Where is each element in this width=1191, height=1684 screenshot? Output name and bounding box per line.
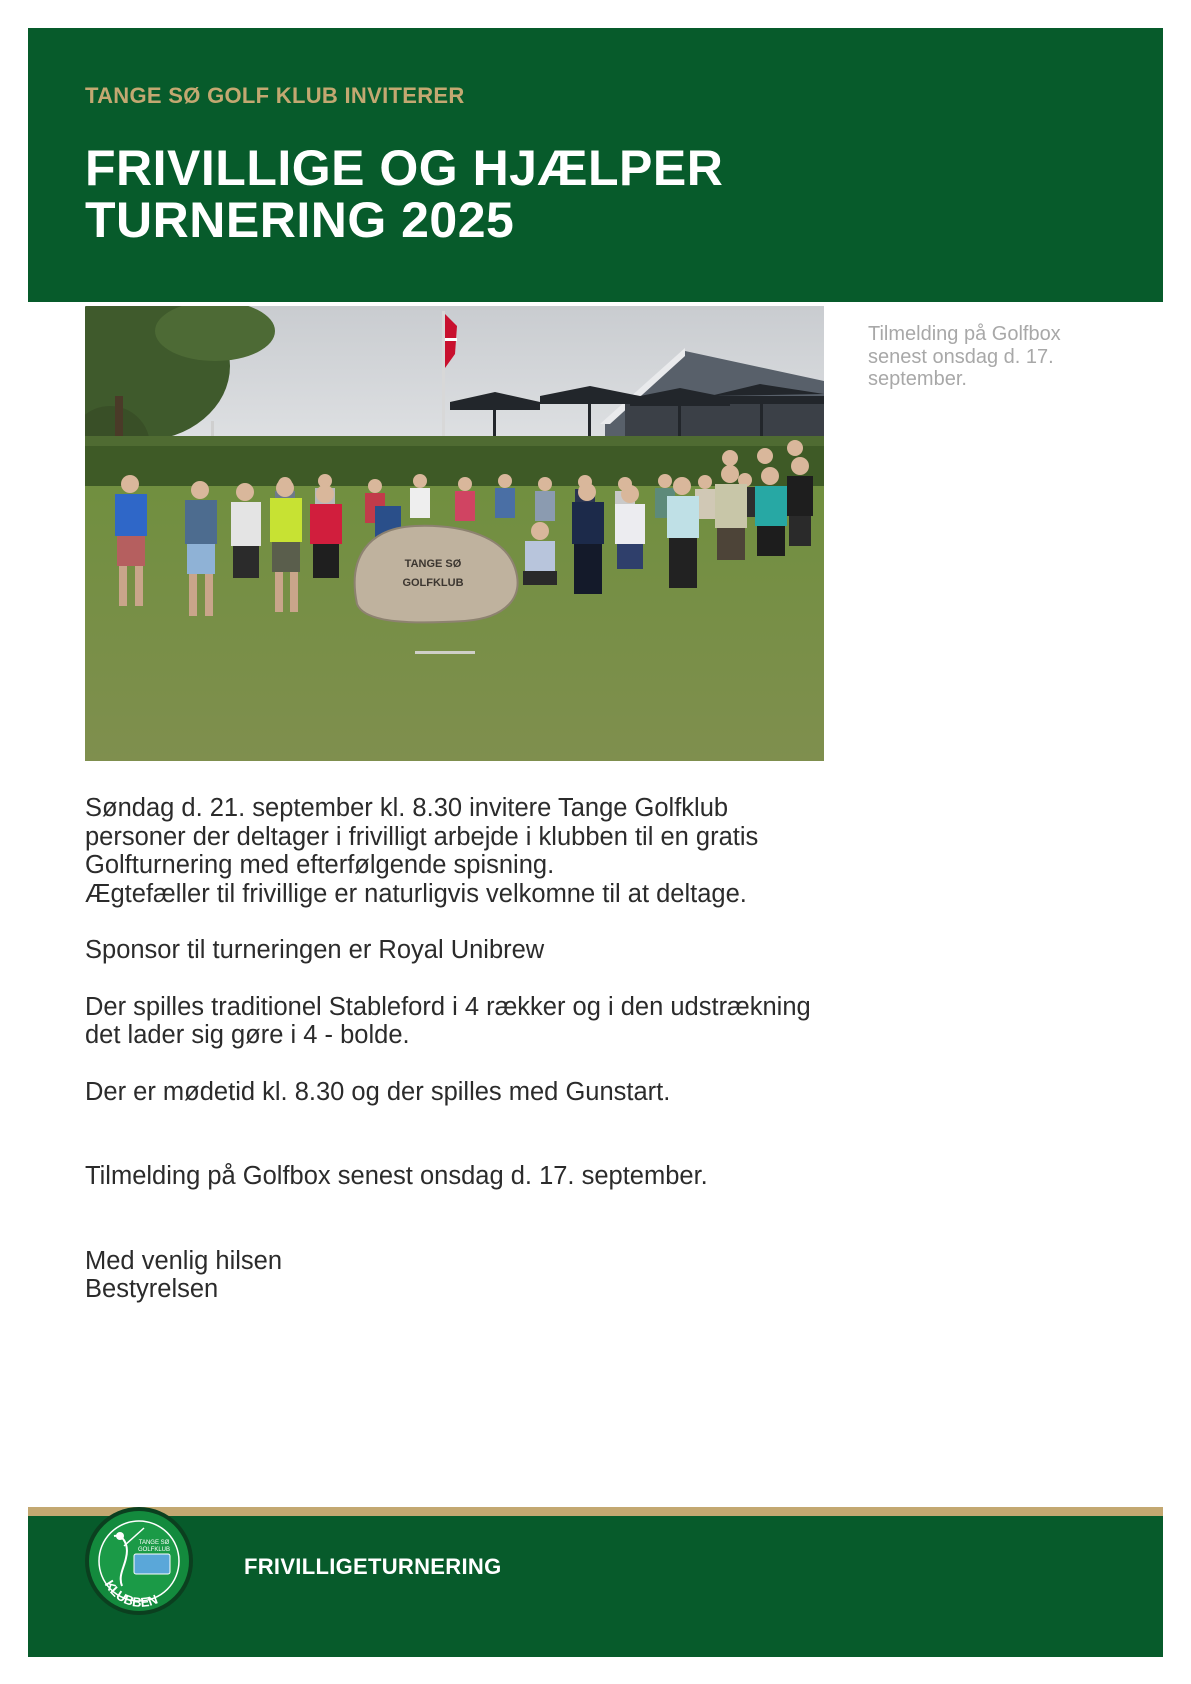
intro-line-4: Ægtefæller til frivillige er naturligvis velkomne til at deltage. [85,879,747,908]
footer-banner [28,1516,1163,1657]
intro-paragraph [85,794,845,908]
footer-label: FRIVILLIGETURNERING [244,1554,502,1579]
closing [85,1247,845,1304]
header-banner [28,28,1163,302]
intro-line-3: Golfturnering med efterfølgende spisning. [85,851,555,879]
group-photo [85,306,824,761]
logo-text-mid: GOLFKLUB [137,1547,171,1553]
hedge [85,441,824,486]
greeting: Med venlig hilsen [85,1246,283,1275]
invitation-body [85,794,845,1304]
title-line-1: FRIVILLIGE OG HJÆLPER [85,140,724,196]
side-note-line-1: Tilmelding på Golfbox [868,323,1061,345]
sponsor-paragraph: Sponsor til turneringen er Royal Unibrew [85,936,545,964]
hedge-top [85,436,824,446]
ground-marker [415,651,475,654]
signature: Bestyrelsen [85,1275,219,1303]
format-line-1: Der spilles traditionel Stableford i 4 rækker og i den udstrækning [85,992,811,1021]
logo-text-top: TANGE SØ [138,1540,170,1546]
group-photo-illustration [85,306,824,761]
page-title [85,142,723,246]
logo-text-arc: KLUBBEN [101,1577,160,1611]
stone-text-2: GOLFKLUB [402,577,464,589]
format-paragraph [85,993,845,1050]
signup-paragraph: Tilmelding på Golfbox senest onsdag d. 17. september. [85,1162,708,1190]
side-note-line-2: senest onsdag d. 17. [868,345,1054,368]
header-kicker: TANGE SØ GOLF KLUB INVITERER [85,83,465,108]
side-note [868,323,1098,391]
stone-text-1: TANGE SØ [404,558,462,570]
format-line-2: det lader sig gøre i 4 - bolde. [85,1021,410,1049]
club-logo [84,1506,194,1616]
meeting-paragraph: Der er mødetid kl. 8.30 og der spilles med Gunstart. [85,1077,671,1106]
title-line-2: TURNERING 2025 [85,192,515,248]
intro-line-2: personer der deltager i frivilligt arbejde i klubben til en gratis [85,822,759,851]
footer-accent-line [28,1507,1163,1516]
intro-line-1: Søndag d. 21. september kl. 8.30 invitere Tange Golfklub [85,794,729,822]
side-note-line-3: september. [868,368,967,390]
